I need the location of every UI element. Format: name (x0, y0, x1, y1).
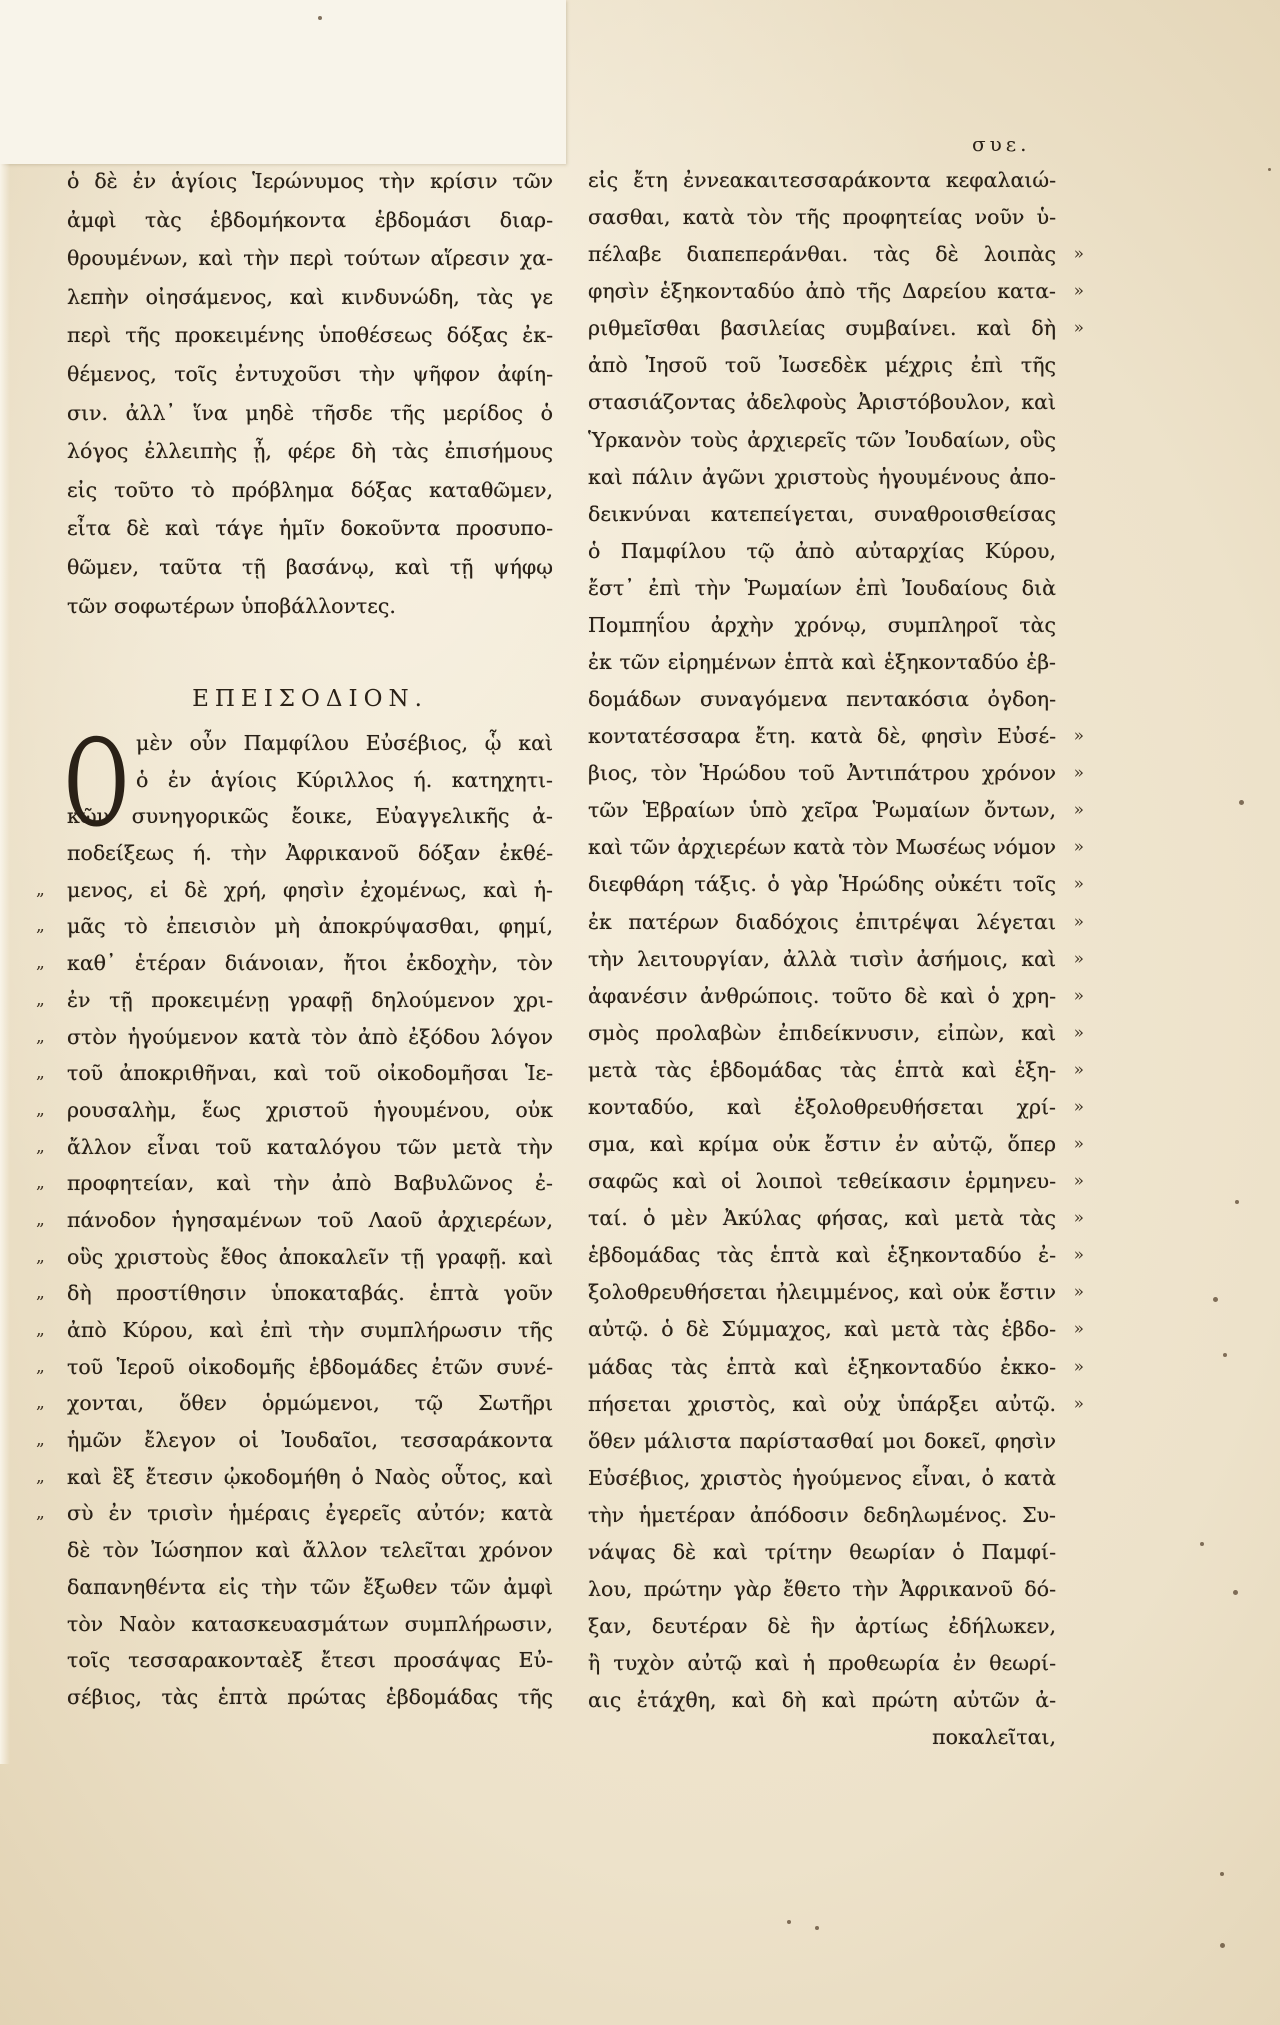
line-text: δὴ προστίθησιν ὑποκαταβάς. ἑπτὰ γοῦν (67, 1281, 553, 1306)
quotation-marker: „ (36, 1099, 45, 1120)
paper-stain (1200, 1542, 1204, 1546)
quotation-marker: » (1073, 1022, 1084, 1043)
quotation-marker: » (1073, 1319, 1084, 1340)
text-line (36, 872, 553, 909)
text-line (588, 866, 1084, 903)
line-text: ὅθεν μάλιστα παρίστασθαί μοι δοκεῖ, φησὶν (588, 1428, 1056, 1453)
line-text: τὴν ἡμετέραν ἀπόδοσιν δεδηλωμένος. Συ- (588, 1502, 1056, 1527)
paper-stain (1223, 1353, 1227, 1357)
paper-edge (0, 164, 10, 1764)
line-text: φησὶν ἑξηκονταδύο ἀπὸ τῆς Δαρείου κατα- (588, 279, 1056, 304)
paper-stain (1220, 1943, 1225, 1948)
line-text: τὸν Ναὸν κατασκευασμάτων συμπλήρωσιν, (67, 1611, 553, 1636)
quotation-marker: „ (36, 1173, 45, 1194)
line-text: Εὐσέβιος, χριστὸς ἡγούμενος εἶναι, ὁ κατὰ (588, 1465, 1056, 1490)
quotation-marker: » (1073, 985, 1084, 1006)
quotation-marker: » (1073, 1208, 1084, 1229)
line-text: λου, πρώτην γὰρ ἔθετο τὴν Ἀφρικανοῦ δό- (588, 1576, 1056, 1601)
text-line (588, 496, 1056, 533)
line-text: τοῦ ἀποκριθῆναι, καὶ τοῦ οἰκοδομῆσαι Ἱε- (67, 1061, 553, 1086)
line-text: ἀπὸ Κύρου, καὶ ἐπὶ τὴν συμπλήρωσιν τῆς (67, 1318, 553, 1342)
quotation-marker: „ (36, 1136, 45, 1157)
paper-stain (1220, 1872, 1224, 1876)
text-line (36, 908, 553, 945)
line-text: ταί. ὁ μὲν Ἀκύλας φήσας, καὶ μετὰ τὰς (588, 1206, 1056, 1231)
line-text: κονταδύο, καὶ ἐξολοθρευθήσεται χρί- (588, 1094, 1056, 1119)
text-line (67, 835, 553, 872)
quotation-marker: » (1073, 1134, 1084, 1155)
line-text: δαπανηθέντα εἰς τὴν τῶν ἔξωθεν τῶν ἀμφὶ (67, 1574, 553, 1599)
line-text: θέμενος, τοῖς ἐντυχοῦσι τὴν ψῆφον ἀφίη- (67, 361, 553, 386)
text-line (588, 1274, 1084, 1311)
line-text: θῶμεν, ταῦτα τῇ βασάνῳ, καὶ τῇ ψήφῳ (67, 554, 553, 579)
quotation-marker: » (1073, 318, 1084, 339)
text-line (67, 548, 553, 587)
line-text: σμὸς προλαβὼν ἐπιδείκνυσιν, εἰπὼν, καὶ (588, 1020, 1056, 1045)
text-line (36, 1275, 553, 1312)
line-text: ἡμῶν ἔλεγον οἱ Ἰουδαῖοι, τεσσαράκοντα (67, 1428, 553, 1453)
text-line (588, 1386, 1084, 1423)
line-text: σμα, καὶ κρίμα οὐκ ἔστιν ἐν αὐτῷ, ὅπερ (588, 1132, 1056, 1157)
left-column-body (36, 725, 553, 1716)
line-text: ἐν τῇ προκειμένῃ γραφῇ δηλούμενον χρι- (67, 987, 553, 1012)
text-line (67, 798, 553, 835)
text-line (588, 718, 1084, 755)
text-line (588, 978, 1084, 1015)
quotation-marker: » (1073, 1282, 1084, 1303)
text-line (36, 1092, 553, 1129)
line-text: ρουσαλὴμ, ἕως χριστοῦ ἡγουμένου, οὐκ (67, 1097, 553, 1122)
line-text: καθ᾽ ἑτέραν διάνοιαν, ἤτοι ἐκδοχὴν, τὸν (67, 951, 553, 976)
line-text: ἑβδομάδας τὰς ἑπτὰ καὶ ἑξηκονταδύο ἐ- (588, 1243, 1056, 1268)
line-text: ξαν, δευτέραν δὲ ἣν ἀρτίως ἐδήλωκεν, (588, 1614, 1056, 1639)
line-text: οὓς χριστοὺς ἔθος ἀποκαλεῖν τῇ γραφῇ. καὶ (67, 1244, 553, 1269)
text-line (588, 792, 1084, 829)
line-text: σαφῶς καὶ οἱ λοιποὶ τεθείκασιν ἑρμηνευ- (588, 1169, 1056, 1194)
text-line (588, 1015, 1084, 1052)
quotation-marker: » (1073, 1059, 1084, 1080)
line-text: καὶ πάλιν ἀγῶνι χριστοὺς ἡγουμένους ἀπο- (588, 464, 1056, 489)
line-text: εἰς τοῦτο τὸ πρόβλημα δόξας καταθῶμεν, (67, 477, 553, 502)
text-line (67, 394, 553, 433)
text-line (588, 1645, 1056, 1682)
text-line (588, 533, 1056, 570)
line-text: ἄλλον εἶναι τοῦ καταλόγου τῶν μετὰ τὴν (67, 1134, 553, 1159)
quotation-marker: » (1073, 244, 1084, 265)
line-text: σιν. ἀλλ᾽ ἵνα μηδὲ τῆσδε τῆς μερίδος ὁ (67, 400, 553, 425)
paper-stain (1235, 1200, 1239, 1204)
line-text: ἢ τυχὸν αὐτῷ καὶ ἡ προθεωρία ἐν θεωρί- (588, 1651, 1056, 1676)
line-text: ποκαλεῖται, (932, 1725, 1056, 1750)
line-text: τῶν σοφωτέρων ὑποβάλλοντες. (67, 593, 396, 618)
quotation-marker: » (1073, 1171, 1084, 1192)
quotation-marker: „ (36, 1356, 45, 1377)
quotation-marker: „ (36, 1320, 45, 1340)
quotation-marker: » (1073, 911, 1084, 932)
text-line (588, 607, 1056, 644)
line-text: ἀπὸ Ἰησοῦ τοῦ Ἰωσεδὲκ μέχρις ἐπὶ τῆς (588, 353, 1056, 378)
line-text: διεφθάρη τάξις. ὁ γὰρ Ἡρώδης οὐκέτι τοῖς (588, 872, 1056, 897)
line-text: τοῦ Ἱεροῦ οἰκοδομῆς ἑβδομάδες ἐτῶν συνέ- (67, 1354, 553, 1379)
text-line (67, 1569, 553, 1606)
text-line (67, 587, 553, 626)
line-text: στὸν ἡγούμενον κατὰ τὸν ἀπὸ ἐξόδου λόγον (67, 1024, 553, 1049)
line-text: πέλαβε διαπεπεράνθαι. τὰς δὲ λοιπὰς (588, 242, 1056, 267)
text-line (588, 1126, 1084, 1163)
line-text: νάψας δὲ καὶ τρίτην θεωρίαν ὁ Παμφί- (588, 1539, 1056, 1564)
line-text: μάδας τὰς ἑπτὰ καὶ ἑξηκονταδύο ἐκκο- (588, 1354, 1056, 1379)
quotation-marker: » (1073, 726, 1084, 747)
text-line (588, 570, 1056, 607)
text-line (588, 422, 1056, 459)
line-text: Ὑρκανὸν τοὺς ἀρχιερεῖς τῶν Ἰουδαίων, οὓς (588, 427, 1056, 452)
text-line (67, 471, 553, 510)
right-column (588, 162, 1084, 1756)
drop-cap: Ο (64, 715, 129, 854)
line-text: ἀφανέσιν ἀνθρώποις. τοῦτο δὲ καὶ ὁ χρη- (588, 983, 1056, 1008)
line-text: μὲν οὖν Παμφίλου Εὐσέβιος, ᾧ καὶ (136, 731, 553, 755)
paper-stain (1233, 1590, 1238, 1595)
text-line (588, 236, 1084, 273)
section-heading: ΕΠΕΙΣΟΔΙΟΝ. (192, 686, 428, 712)
line-text: ριθμεῖσθαι βασιλείας συμβαίνει. καὶ δὴ (588, 316, 1056, 341)
line-text: χονται, ὅθεν ὁρμώμενοι, τῷ Σωτῆρι (67, 1391, 553, 1416)
quotation-marker: „ (36, 916, 45, 937)
line-text: λόγος ἐλλειπὴς ᾖ, φέρε δὴ τὰς ἐπισήμους (67, 439, 553, 464)
text-line (588, 755, 1084, 792)
line-text: καὶ τῶν ἀρχιερέων κατὰ τὸν Μωσέως νόμον (588, 835, 1056, 860)
quotation-marker: „ (36, 1209, 45, 1230)
text-line (588, 1571, 1056, 1608)
text-line (36, 1202, 553, 1239)
text-line (36, 1312, 553, 1349)
text-line (67, 1679, 553, 1716)
line-text: θρουμένων, καὶ τὴν περὶ τούτων αἵρεσιν χα- (67, 246, 553, 271)
text-line (36, 1165, 553, 1202)
text-line (67, 239, 553, 278)
line-text: αις ἐτάχθη, καὶ δὴ καὶ πρώτη αὐτῶν ἀ- (588, 1688, 1056, 1713)
text-line (588, 1534, 1056, 1571)
text-line (588, 347, 1056, 384)
line-text: προφητείαν, καὶ τὴν ἀπὸ Βαβυλῶνος ἐ- (67, 1171, 553, 1196)
text-line (588, 829, 1084, 866)
line-text: εἶτα δὲ καὶ τάγε ἡμῖν δοκοῦντα προσυπο- (67, 516, 553, 541)
text-line (588, 199, 1056, 236)
text-line (67, 1642, 553, 1679)
quotation-marker: » (1073, 800, 1084, 821)
line-text: σὺ ἐν τρισὶν ἡμέραις ἐγερεῖς αὐτόν; κατὰ (67, 1501, 553, 1526)
line-text: μᾶς τὸ ἐπεισιὸν μὴ ἀποκρύψασθαι, φημί, (67, 914, 553, 939)
text-line (588, 1719, 1056, 1756)
text-line (67, 162, 553, 201)
text-line (588, 310, 1084, 347)
text-line (588, 904, 1084, 941)
line-text: μενος, εἰ δὲ χρή, φησὶν ἐχομένως, καὶ ἡ- (67, 877, 553, 902)
quotation-marker: „ (36, 989, 45, 1010)
text-line (36, 1129, 553, 1166)
line-text: πήσεται χριστὸς, καὶ οὐχ ὑπάρξει αὐτῷ. (588, 1391, 1056, 1416)
line-text: πάνοδον ἡγησαμένων τοῦ Λαοῦ ἀρχιερέων, (67, 1207, 553, 1232)
paper-patch (0, 0, 566, 164)
paper-stain (815, 1926, 819, 1930)
text-line (67, 201, 553, 240)
quotation-marker: „ (36, 1430, 45, 1451)
line-text: αὐτῷ. ὁ δὲ Σύμμαχος, καὶ μετὰ τὰς ἑβδο- (588, 1317, 1056, 1342)
line-text: σέβιος, τὰς ἑπτὰ πρώτας ἑβδομάδας τῆς (67, 1684, 553, 1709)
left-column-top (67, 162, 553, 625)
text-line (36, 1385, 553, 1422)
line-text: καὶ ἓξ ἔτεσιν ᾠκοδομήθη ὁ Ναὸς οὗτος, καὶ (67, 1464, 553, 1489)
text-line (36, 982, 553, 1019)
text-line (36, 1459, 553, 1496)
quotation-marker: » (1073, 1356, 1084, 1377)
quotation-marker: » (1073, 1096, 1084, 1117)
quotation-marker: » (1073, 874, 1084, 895)
line-text: κοντατέσσαρα ἔτη. κατὰ δὲ, φησὶν Εὐσέ- (588, 724, 1056, 749)
text-line (67, 278, 553, 317)
paper-stain (1268, 168, 1271, 171)
line-text: ἀμφὶ τὰς ἑβδομήκοντα ἑβδομάσι διαρ- (67, 207, 553, 232)
line-text: ὁ ἐν ἁγίοις Κύριλλος ή. κατηχητι- (136, 767, 553, 792)
line-text: ὁ Παμφίλου τῷ ἀπὸ αὐταρχίας Κύρου, (588, 538, 1056, 563)
text-line (588, 1682, 1056, 1719)
line-text: τῶν Ἑβραίων ὑπὸ χεῖρα Ῥωμαίων ὄντων, (588, 798, 1056, 823)
text-line (36, 1019, 553, 1056)
quotation-marker: „ (36, 1393, 45, 1414)
text-line (67, 509, 553, 548)
text-line (588, 941, 1084, 978)
quotation-marker: » (1073, 1393, 1084, 1414)
line-text: στασιάζοντας ἀδελφοὺς Ἀριστόβουλον, καὶ (588, 390, 1056, 415)
quotation-marker: » (1073, 1245, 1084, 1266)
quotation-marker: „ (36, 1063, 45, 1084)
text-line (588, 162, 1056, 199)
text-line (588, 1349, 1084, 1386)
paper-stain (1239, 800, 1244, 805)
text-line (588, 1200, 1084, 1237)
paper-stain (318, 16, 322, 20)
quotation-marker: „ (36, 1503, 45, 1524)
line-text: ἔστ᾽ ἐπὶ τὴν Ῥωμαίων ἐπὶ Ἰουδαίους διὰ (588, 575, 1056, 600)
text-line (588, 1052, 1084, 1089)
text-line (588, 1163, 1084, 1200)
text-line (588, 681, 1056, 718)
text-line (36, 1239, 553, 1276)
paper-stain (1213, 1297, 1218, 1302)
quotation-marker: » (1073, 763, 1084, 784)
paper-stain (787, 1920, 791, 1924)
text-line (67, 432, 553, 471)
text-line (588, 1237, 1084, 1274)
line-text: ἐκ τῶν εἰρημένων ἑπτὰ καὶ ἑξηκονταδύο ἑβ- (588, 650, 1056, 675)
text-line (67, 725, 553, 762)
text-line (588, 459, 1056, 496)
text-line (588, 644, 1056, 681)
text-line (36, 1055, 553, 1092)
line-text: βιος, τὸν Ἡρώδου τοῦ Ἀντιπάτρου χρόνον (588, 761, 1056, 786)
line-text: ἐκ πατέρων διαδόχοις ἐπιτρέψαι λέγεται (588, 909, 1056, 934)
quotation-marker: „ (36, 1283, 45, 1304)
text-line (67, 762, 553, 799)
text-line (588, 384, 1056, 421)
text-line (36, 1349, 553, 1386)
quotation-marker: » (1073, 948, 1084, 969)
page-number: συε. (972, 132, 1031, 156)
text-line (588, 1460, 1056, 1497)
text-line (36, 1495, 553, 1532)
line-text: δομάδων συναγόμενα πεντακόσια ὀγδοη- (588, 687, 1056, 712)
line-text: εἰς ἔτη ἐννεακαιτεσσαράκοντα κεφαλαιώ- (588, 168, 1056, 192)
text-line (36, 1422, 553, 1459)
quotation-marker: „ (36, 879, 45, 900)
text-line (588, 1311, 1084, 1348)
text-line (588, 1608, 1056, 1645)
quotation-marker: „ (36, 1026, 45, 1047)
line-text: περὶ τῆς προκειμένης ὑποθέσεως δόξας ἐκ- (67, 323, 553, 348)
line-text: δεικνύναι κατεπείγεται, συναθροισθείσας (588, 501, 1056, 526)
line-text: Πομπηΐου ἀρχὴν χρόνῳ, συμπληροῖ τὰς (588, 612, 1056, 637)
text-line (67, 1606, 553, 1643)
line-text: λεπὴν οἰησάμενος, καὶ κινδυνώδη, τὰς γε (67, 284, 553, 309)
text-line (36, 945, 553, 982)
text-line (588, 1423, 1056, 1460)
text-line (588, 1497, 1056, 1534)
line-text: μετὰ τὰς ἑβδομάδας τὰς ἑπτὰ καὶ ἑξη- (588, 1057, 1056, 1082)
line-text: ποδείξεως ή. τὴν Ἀφρικανοῦ δόξαν ἐκθέ- (67, 841, 553, 866)
line-text: τοῖς τεσσαρακονταὲξ ἔτεσι προσάψας Εὐ- (67, 1648, 553, 1673)
line-text: ξολοθρευθήσεται ἠλειμμένος, καὶ οὐκ ἔστιν (588, 1280, 1056, 1305)
line-text: δὲ τὸν Ἰώσηπον καὶ ἄλλον τελεῖται χρόνον (67, 1538, 553, 1563)
quotation-marker: » (1073, 837, 1084, 858)
text-line (67, 316, 553, 355)
line-text: κῶν συνηγορικῶς ἔοικε, Εὐαγγελικῆς ἀ- (67, 804, 553, 829)
quotation-marker: „ (36, 953, 45, 974)
text-line (588, 273, 1084, 310)
line-text: ὁ δὲ ἐν ἁγίοις Ἱερώνυμος τὴν κρίσιν τῶν (67, 169, 553, 193)
quotation-marker: » (1073, 281, 1084, 302)
text-line (588, 1089, 1084, 1126)
quotation-marker: „ (36, 1466, 45, 1487)
line-text: τὴν λειτουργίαν, ἀλλὰ τισὶν ἀσήμοις, καὶ (588, 946, 1056, 971)
line-text: σασθαι, κατὰ τὸν τῆς προφητείας νοῦν ὑ- (588, 205, 1056, 230)
text-line (67, 1532, 553, 1569)
quotation-marker: „ (36, 1246, 45, 1267)
text-line (67, 355, 553, 394)
